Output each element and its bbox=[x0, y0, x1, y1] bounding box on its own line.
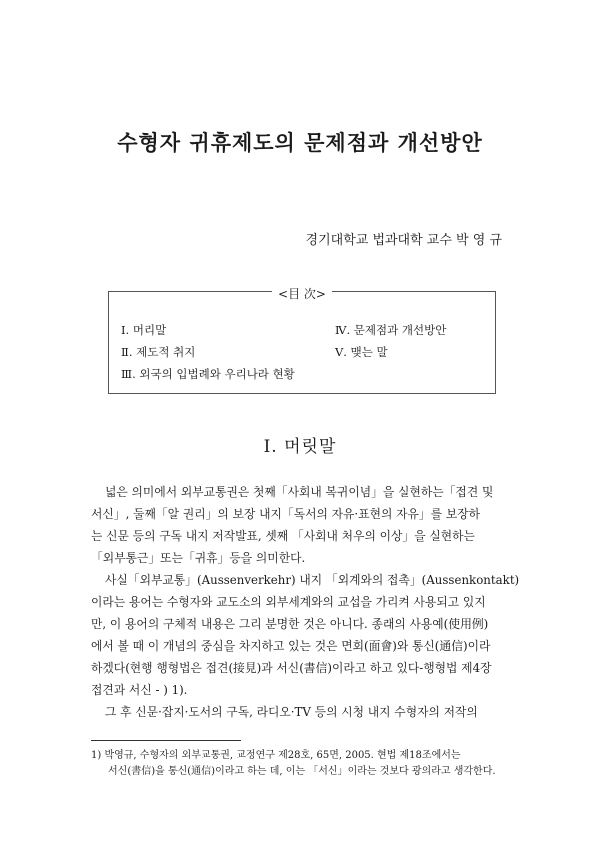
body-line: 넓은 의미에서 외부교통권은 첫째「사회내 복귀이념」을 실현하는「접견 및 bbox=[105, 485, 494, 499]
section-heading: Ⅰ. 머릿말 bbox=[263, 437, 337, 457]
toc-item: Ⅳ. 문제점과 개선방안 bbox=[335, 323, 447, 337]
body-line: 그 후 신문·잡지·도서의 구독, 라디오·TV 등의 시청 내지 수형자의 저작의 bbox=[105, 705, 478, 719]
body-line: 「외부통근」또는「귀휴」등을 의미한다. bbox=[91, 551, 306, 565]
body-line: 만, 이 용어의 구체적 내용은 그리 분명한 것은 아니다. 종래의 사용예(使用例) bbox=[91, 617, 489, 631]
footnote-line: 1) 박영규, 수형자의 외부교통권, 교정연구 제28호, 65면, 2005. 현법 제18조에서는 bbox=[91, 750, 461, 761]
body-line: 에서 볼 때 이 개념의 중심을 차지하고 있는 것은 면회(面會)와 통신(通信)이라 bbox=[91, 639, 491, 653]
table-of-contents bbox=[108, 287, 496, 394]
toc-item: Ⅲ. 외국의 입법례와 우리나라 현황 bbox=[121, 367, 295, 381]
body-line: 접견과 서신 - ) 1). bbox=[91, 683, 188, 697]
toc-item: Ⅴ. 맺는 말 bbox=[335, 345, 388, 359]
toc-item: Ⅱ. 제도적 취지 bbox=[121, 345, 196, 359]
paper-title: 수형자 귀휴제도의 문제점과 개선방안 bbox=[117, 130, 483, 155]
author-affiliation: 경기대학교 법과대학 교수 박 영 규 bbox=[305, 233, 502, 248]
body-line: 이라는 용어는 수형자와 교도소의 외부세계와의 교섭을 가리켜 사용되고 있지 bbox=[91, 595, 486, 609]
toc-item: Ⅰ. 머리말 bbox=[121, 323, 167, 337]
body-line: 서신」, 둘째「알 권리」의 보장 내지「독서의 자유·표현의 자유」를 보장하 bbox=[91, 507, 481, 521]
footnote-line: 서신(書信)을 통신(通信)이라고 하는 데, 이는 「서신」이라는 것보다 광의라고 생각한다. bbox=[108, 766, 496, 777]
body-line: 하겠다(현행 행형법은 접견(接見)과 서신(書信)이라고 하고 있다-행형법 제4장 bbox=[91, 661, 492, 675]
footnote-divider bbox=[91, 740, 241, 741]
body-line: 사실「외부교통」(Aussenverkehr) 내지 「외계와의 접촉」(Aussenkontakt) bbox=[105, 573, 520, 587]
body-line: 는 신문 등의 구독 내지 저작발표, 셋째 「사회내 처우의 이상」을 실현하는 bbox=[91, 529, 475, 543]
toc-heading: <目 次> bbox=[272, 287, 332, 301]
